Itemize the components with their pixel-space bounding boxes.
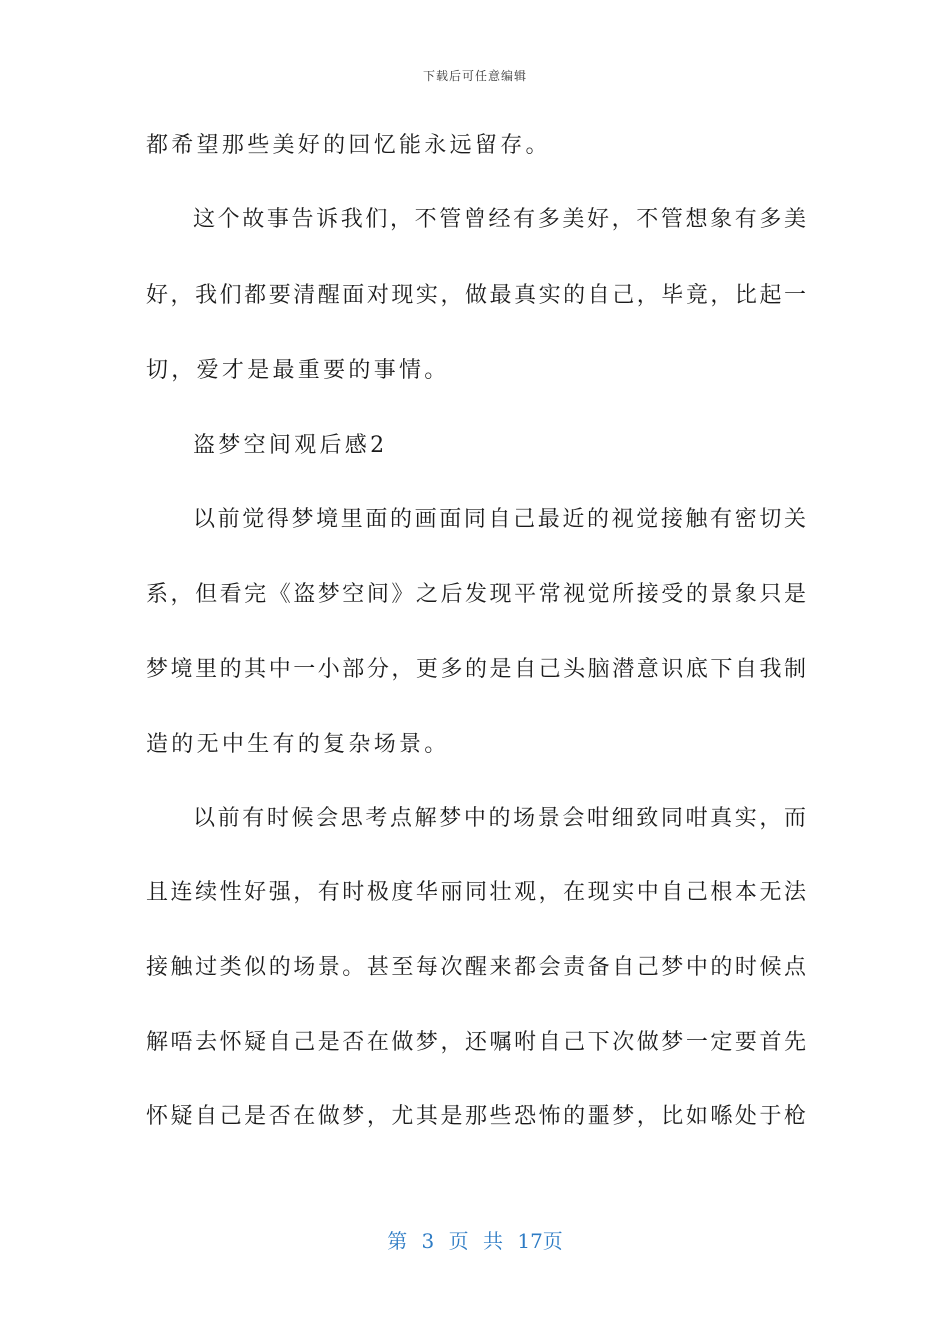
text-line: 梦境里的其中一小部分，更多的是自己头脑潜意识底下自我制: [146, 657, 806, 682]
text-line: 系，但看完《盗梦空间》之后发现平常视觉所接受的景象只是: [146, 582, 806, 607]
paragraph-first-line: 以前觉得梦境里面的画面同自己最近的视觉接触有密切关: [193, 507, 806, 532]
text-line: 切，爱才是最重要的事情。: [146, 358, 450, 383]
paragraph-first-line: 以前有时候会思考点解梦中的场景会咁细致同咁真实，而: [193, 806, 806, 831]
page-header-note: 下载后可任意编辑: [422, 69, 527, 83]
paragraph-first-line: 这个故事告诉我们，不管曾经有多美好，不管想象有多美: [193, 207, 806, 232]
text-line: 造的无中生有的复杂场景。: [146, 732, 450, 757]
text-line: 解唔去怀疑自己是否在做梦，还嘱咐自己下次做梦一定要首先: [146, 1030, 806, 1055]
text-line: 好，我们都要清醒面对现实，做最真实的自己，毕竟，比起一: [146, 283, 806, 308]
text-line: 怀疑自己是否在做梦，尤其是那些恐怖的噩梦，比如喺处于枪: [146, 1104, 806, 1129]
text-line: 接触过类似的场景。甚至每次醒来都会责备自己梦中的时候点: [146, 955, 806, 980]
text-line: 都希望那些美好的回忆能永远留存。: [146, 133, 551, 158]
text-line: 且连续性好强，有时极度华丽同壮观，在现实中自己根本无法: [146, 880, 806, 905]
page-number: 第 3 页 共 17页: [387, 1229, 563, 1253]
section-heading: 盗梦空间观后感2: [193, 433, 388, 458]
